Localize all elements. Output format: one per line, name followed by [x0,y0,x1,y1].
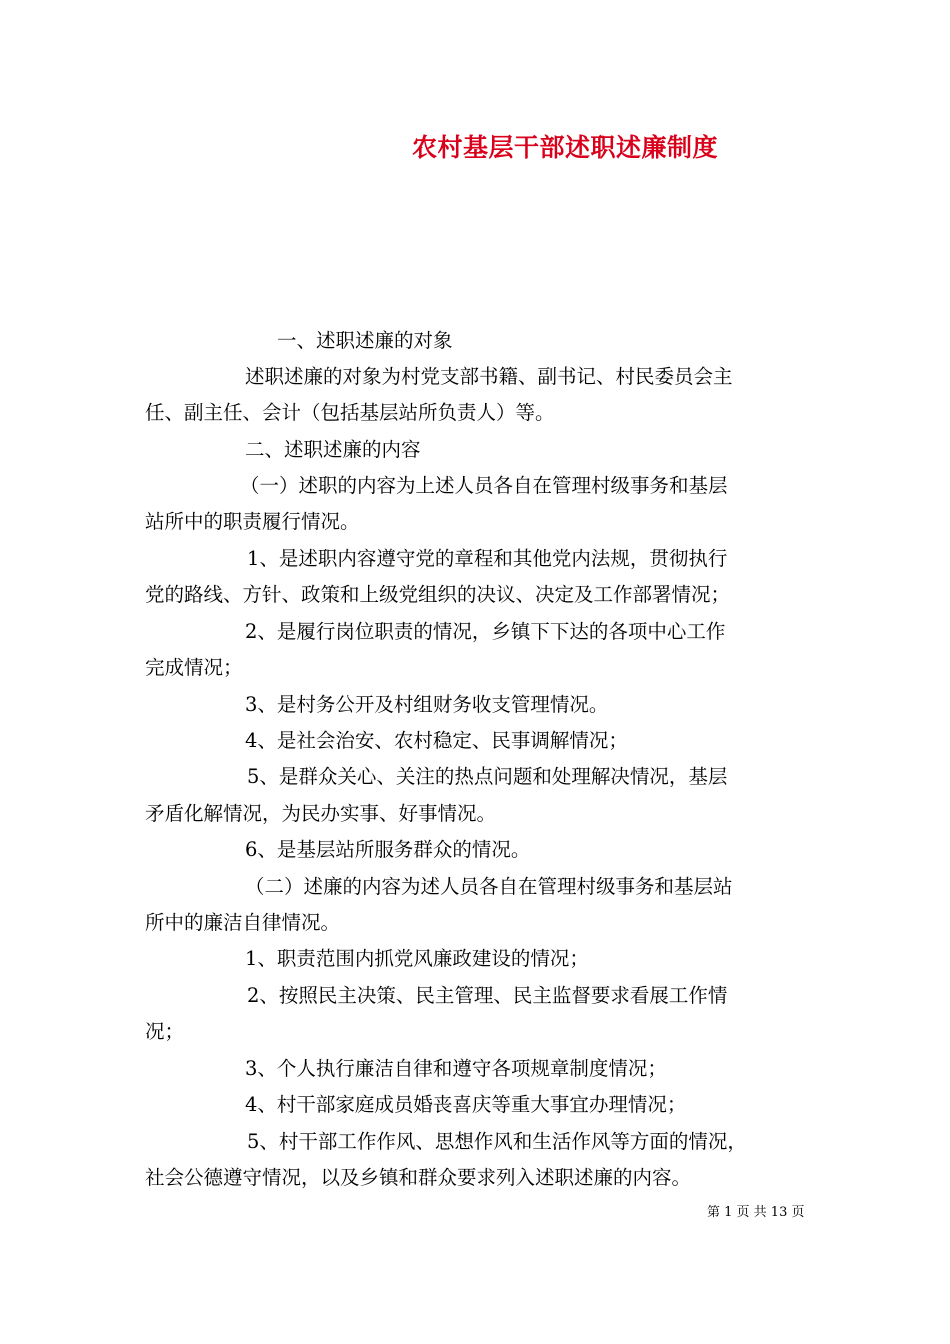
paragraph-line: 5、是群众关心、关注的热点问题和处理解决情况，基层 [247,765,728,788]
paragraph-line: 1、职责范围内抓党风廉政建设的情况； [245,947,589,970]
paragraph-line: 2、是履行岗位职责的情况，乡镇下下达的各项中心工作 [245,620,726,643]
paragraph-line: 任、副主任、会计（包括基层站所负责人）等。 [145,401,555,424]
page-footer: 第 1 页 共 13 页 [707,1205,805,1220]
section-heading: 二、述职述廉的内容 [245,438,421,461]
paragraph-line: 矛盾化解情况，为民办实事、好事情况。 [145,802,497,825]
paragraph-line: 况； [145,1020,185,1043]
document-title: 农村基层干部述职述廉制度 [411,133,718,162]
paragraph-line: 3、是村务公开及村组财务收支管理情况。 [245,693,609,716]
paragraph-line: 3、个人执行廉洁自律和遵守各项规章制度情况； [245,1057,667,1080]
paragraph-line: 完成情况； [145,656,243,679]
paragraph-line: 党的路线、方针、政策和上级党组织的决议、决定及工作部署情况； [145,583,731,606]
paragraph-line: 站所中的职责履行情况。 [145,510,360,533]
paragraph-line: （二）述廉的内容为述人员各自在管理村级事务和基层站 [245,875,733,898]
paragraph-line: （一）述职的内容为上述人员各自在管理村级事务和基层 [240,474,728,497]
paragraph-line: 4、村干部家庭成员婚丧喜庆等重大事宜办理情况； [245,1093,687,1116]
paragraph-line: 6、是基层站所服务群众的情况。 [245,838,531,861]
paragraph-line: 2、按照民主决策、民主管理、民主监督要求看展工作情 [247,984,728,1007]
paragraph-line: 社会公德遵守情况，以及乡镇和群众要求列入述职述廉的内容。 [145,1166,692,1189]
paragraph-line: 述职述廉的对象为村党支部书籍、副书记、村民委员会主 [245,365,733,388]
paragraph-line: 5、村干部工作作风、思想作风和生活作风等方面的情况， [247,1130,747,1153]
paragraph-line: 1、是述职内容遵守党的章程和其他党内法规，贯彻执行 [247,547,728,570]
paragraph-line: 所中的廉洁自律情况。 [145,911,341,934]
paragraph-line: 4、是社会治安、农村稳定、民事调解情况； [245,729,628,752]
section-heading: 一、述职述廉的对象 [277,329,453,352]
